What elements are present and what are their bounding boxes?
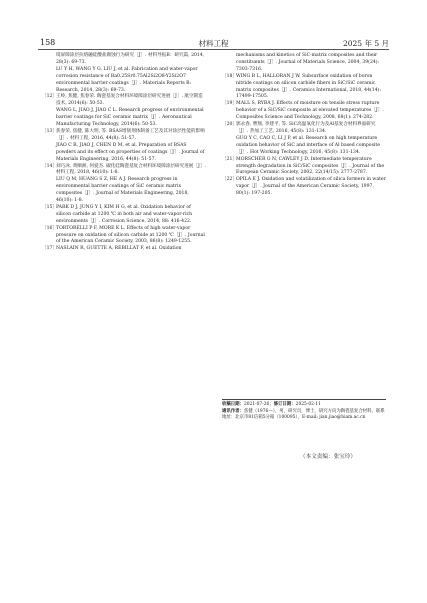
reference-text: MALL S, RYBA J. Effects of moisture on tensile stress rupture behavior of a SiC/SiC composite at elevated temperatures［J］. Composites Science and Technology, 2008, 68(1): 274-282. bbox=[236, 101, 384, 121]
reference-number: ［22］ bbox=[222, 177, 238, 183]
reference-text: GUO Y C, CAO C, LI J P, et al. Research on high temperature oxidation behavior of SiC and interface of Al based composite［J］. Hot Working Technology, 2016, 45(8): 131-134. bbox=[236, 135, 380, 155]
reference-number: ［13］ bbox=[42, 128, 58, 134]
reference-entry bbox=[222, 136, 386, 157]
reference-text: 焦春荣, 焦健, 陈大明, 等. BSAS增韧剂体制备工艺及其对涂层性能的影响［J］. 材料工程, 2016, 44(8): 51-57. bbox=[56, 128, 205, 141]
reference-text: LU Y H, WANG Y G, LIU J, et al. Fabrication and water-vapor corrosion resistance of Ba0.25Sr0.75Al2Si2O8-Y2Si2O7 environmental barrier coatings［J］. Materials Reports B: Research, 2014, 28(3): 69-73. bbox=[56, 66, 198, 93]
issue-date: 2025 年 5 月 bbox=[342, 39, 389, 48]
reference-text: MORSCHER G N, CAWLEY J D. Intermediate temperature strength degradation in SiC/SiC composites［J］. Journal of the European Ceramic Society, 2002, 22(14/15): 2777-2787. bbox=[236, 156, 385, 176]
reference-entry bbox=[42, 164, 206, 178]
reference-text: OPILA E J. Oxidation and volatilization of silica formers in water vapor［J］. Journal of the American Ceramic Society, 1997, 80(1): 197-205. bbox=[236, 177, 386, 197]
right-column-references bbox=[222, 53, 386, 198]
journal-title: 材料工程 bbox=[198, 39, 229, 48]
reference-text: 刘巧沐, 黄顺洲, 何爱杰. 碳化硅陶瓷基复合材料环境障涂层研究进展［J］. 材料工程, 2018, 46(10): 1-8. bbox=[56, 163, 206, 176]
reference-entry bbox=[42, 94, 206, 108]
editor-credit: （本文责编：张宝玲） bbox=[300, 454, 356, 460]
reference-entry bbox=[42, 226, 206, 247]
reference-number: ［12］ bbox=[42, 94, 58, 100]
reference-entry bbox=[222, 122, 386, 136]
reference-entry bbox=[42, 246, 206, 253]
reference-text: 郭永春, 曹翔, 李建平, 等. SiC高温氧化行为及Al基复合材料界面研究［J］. 热加工工艺, 2016, 45(8): 131-134. bbox=[236, 122, 376, 134]
reference-text: 王岭, 焦健, 焦春荣. 陶瓷基复合材料环境障涂层研究进展［J］. 航空制造技术, 2014(6): 50-53. bbox=[56, 94, 203, 107]
reference-entry bbox=[42, 143, 206, 164]
reference-number: ［15］ bbox=[42, 204, 58, 210]
reference-entry bbox=[42, 177, 206, 205]
reference-text: PARK D J, JUNG Y I, KIM H G, et al. Oxidation behavior of silicon carbide at 1200 ℃ in both air and water-vapor-rich environments［J］. Corrosion Science, 2014, 88: 416-422. bbox=[56, 204, 193, 224]
reference-entry bbox=[42, 205, 206, 226]
reference-number: ［14］ bbox=[42, 163, 58, 169]
reference-entry bbox=[42, 53, 206, 67]
footnote-rule bbox=[222, 399, 386, 400]
reference-number: ［21］ bbox=[222, 156, 238, 162]
reference-text: WANG L, JIAO J, JIAO C L. Research progress of environmental barrier coatings for SiC ceramic matrix［J］. Aeronautical Manufacturing Technology, 2014(6): 50-53. bbox=[56, 108, 204, 128]
reference-entry bbox=[42, 129, 206, 143]
reference-text: WING B L, HALLORAN J W. Subsurface oxidation of boron nitride coatings on silicon carbide fibers in SiC/SiC ceramic matrix composites［J］. Ceramics International, 2018, 44(14): 17499-17505. bbox=[236, 73, 381, 100]
left-column-references bbox=[42, 53, 206, 253]
reference-text: NASLAIN R, GUETTE A, REBILLAT F, et al. Oxidation bbox=[56, 246, 182, 252]
reference-number: ［18］ bbox=[222, 73, 238, 79]
reference-entry bbox=[42, 108, 206, 129]
reference-entry bbox=[42, 67, 206, 95]
reference-entry bbox=[222, 157, 386, 178]
page-number: 158 bbox=[40, 38, 56, 47]
reference-entry bbox=[222, 177, 386, 198]
reference-text: TORTORELLI P F, MORE K L. Effects of high water-vapor pressure on oxidation of silicon carbide at 1200 ℃［J］. Journal of the American Ceramic Society, 2003, 86(8): 1249-1255. bbox=[56, 225, 205, 245]
reference-number: ［17］ bbox=[42, 246, 58, 252]
reference-text: LIU Q M, HUANG S Z, HE A J. Research progress in environmental barrier coatings of SiC ceramic matrix composites［J］. Journal of Materials Engineering, 2018, 46(10): 1-8. bbox=[56, 177, 189, 204]
reference-text: mechanisms and kinetics of SiC-matrix composites and their constituents［J］. Journal of Materials Science, 2004, 39(24): 7303-7316. bbox=[236, 53, 380, 72]
reference-entry bbox=[222, 53, 386, 74]
received-dates: 收稿日期：2021-07-26；修订日期：2025-02-11 bbox=[222, 402, 321, 407]
page-header bbox=[0, 0, 427, 50]
reference-entry bbox=[222, 74, 386, 102]
reference-number: ［20］ bbox=[222, 122, 238, 128]
corresponding-author: 通讯作者：焦健（1976—），男，研究员，博士，研究方向为陶瓷基复合材料，联系地址：北京市81信箱5分箱（100095），E-mail: jian.jiao@biam.ac.cn bbox=[222, 408, 385, 421]
reference-text: JIAO C R, JIAO J, CHEN D M, et al. Preparation of BSAS powders and its effect on properties of coatings［J］. Journal of Materials Engineering, 2016, 44(8): 51-57. bbox=[56, 142, 205, 162]
footnotes bbox=[222, 399, 386, 422]
reference-number: ［19］ bbox=[222, 101, 238, 107]
reference-number: ［16］ bbox=[42, 225, 58, 231]
header-rule bbox=[38, 49, 389, 50]
reference-entry bbox=[222, 101, 386, 122]
reference-text: 境屏障涂层抗熔融硅酸盐腐蚀行为研究［J］. 材料导报B：研究篇, 2014, 28(3): 69-73. bbox=[56, 53, 205, 65]
